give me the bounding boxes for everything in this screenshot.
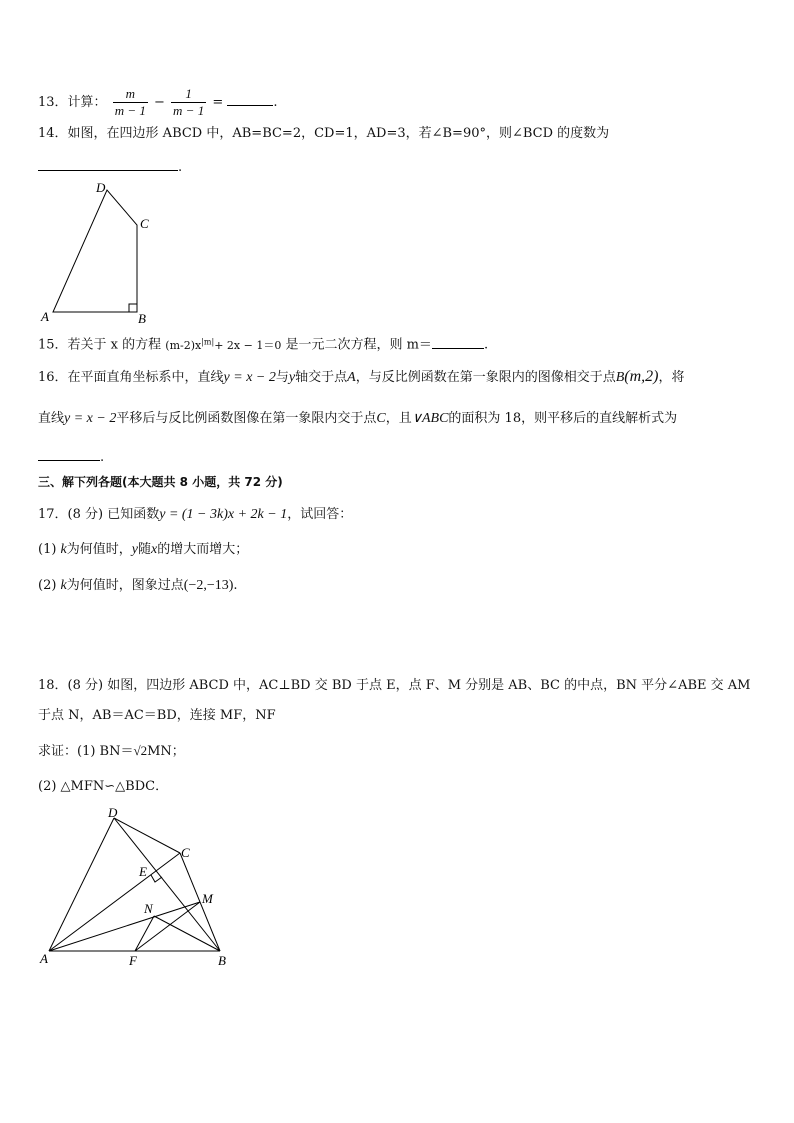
q17-p1-text-b: 为何值时， bbox=[66, 542, 132, 557]
q18-sqrt-2: √2 bbox=[133, 743, 148, 758]
q16-point-C: C bbox=[376, 411, 386, 426]
q16-answer-blank[interactable] bbox=[38, 446, 100, 461]
q14-answer-line bbox=[38, 156, 182, 178]
q18-label-N: N bbox=[144, 901, 153, 916]
q18-seg-AM bbox=[49, 902, 200, 951]
q13-frac1-numerator: m bbox=[113, 86, 148, 103]
q14-label-D: D bbox=[96, 180, 106, 195]
q13-frac1-denominator: m − 1 bbox=[114, 103, 146, 118]
q15-eq-exponent: |m| bbox=[201, 337, 215, 346]
q13-equals: = bbox=[212, 95, 224, 110]
q17-p1-text-c: 随 bbox=[138, 542, 152, 557]
q17-p1-text-d: 的增大而增大； bbox=[157, 542, 249, 557]
q14-tail: . bbox=[178, 160, 183, 175]
q18-label-A: A bbox=[40, 951, 48, 966]
q14-quad-outline bbox=[53, 190, 137, 312]
q18-line-3 bbox=[38, 741, 185, 762]
q14-quadrilateral-figure bbox=[36, 178, 166, 328]
q16-text-2d: 的面积为 18，则平移后的直线解析式为 bbox=[448, 411, 678, 426]
q17-p1-k: k bbox=[60, 542, 67, 557]
q16-text-2a: 直线 bbox=[38, 411, 65, 426]
q16-point-B-coords: (m,2) bbox=[624, 368, 659, 385]
q18-label-F: F bbox=[129, 953, 137, 968]
q15-line bbox=[38, 332, 488, 356]
q16-text-1d: ，与反比例函数在第一象限内的图像相交于点 bbox=[355, 370, 616, 385]
q15-equation bbox=[165, 339, 281, 352]
q15-answer-blank[interactable] bbox=[432, 334, 484, 349]
q16-text-2c: ，且 bbox=[385, 411, 412, 426]
q14-answer-blank[interactable] bbox=[38, 156, 178, 171]
q18-seg-BN bbox=[154, 916, 220, 951]
q16-text-1a: 16．在平面直角坐标系中，直线 bbox=[38, 370, 224, 385]
q16-tail: . bbox=[100, 450, 105, 465]
q17-line-1 bbox=[38, 505, 352, 525]
q18-proof-1-a: 求证：(1) BN＝ bbox=[38, 744, 134, 759]
q13-fraction-1 bbox=[113, 86, 148, 119]
q16-triangle-ABC: ∨ABC bbox=[411, 411, 449, 426]
q17-part-2 bbox=[38, 576, 238, 596]
q13-frac2-numerator: 1 bbox=[171, 86, 206, 103]
q18-line-1: 18．(8 分) 如图，四边形 ABCD 中，AC⊥BD 交 BD 于点 E，点 F、M 分别是 AB、BC 的中点，BN 平分∠ABE 交 AM bbox=[38, 678, 751, 693]
q17-part-1 bbox=[38, 540, 248, 560]
q13-answer-blank[interactable] bbox=[227, 91, 273, 106]
q16-point-A: A bbox=[347, 370, 356, 385]
q18-seg-AD bbox=[49, 818, 114, 951]
q17-p1-x: x bbox=[151, 542, 158, 557]
q16-point-B: B bbox=[615, 370, 625, 385]
q18-seg-NF bbox=[135, 916, 154, 951]
q18-label-C: C bbox=[181, 845, 190, 860]
q15-eq-a: (m-2)x bbox=[165, 338, 202, 352]
q18-line-2: 于点 N，AB＝AC＝BD，连接 MF，NF bbox=[38, 708, 276, 723]
section-3-title: 三、解下列各题(本大题共 8 小题，共 72 分) bbox=[38, 475, 283, 489]
q17-p2-text-b: 为何值时，图象过点 bbox=[66, 578, 184, 593]
q18-label-D: D bbox=[108, 805, 118, 820]
q18-label-B: B bbox=[218, 953, 226, 968]
q17-text-1a: 17．(8 分) 已知函数 bbox=[38, 507, 160, 522]
q13-frac2-denominator: m − 1 bbox=[173, 103, 205, 118]
q14-label-A: A bbox=[41, 309, 49, 324]
q18-proof-1-b: MN； bbox=[147, 744, 185, 759]
q15-middle: 是一元二次方程，则 m＝ bbox=[285, 337, 432, 353]
q14-line bbox=[38, 124, 609, 144]
q16-text-1b: 与 bbox=[275, 370, 289, 385]
q14-right-angle-mark bbox=[129, 304, 137, 312]
q18-seg-AC bbox=[49, 853, 180, 951]
q16-y-axis-var: y bbox=[288, 370, 296, 385]
q13-prefix: 13．计算： bbox=[38, 95, 107, 110]
q17-text-1b: ，试回答： bbox=[287, 507, 353, 522]
q17-p2-num: (2) bbox=[38, 578, 61, 593]
q17-p1-num: (1) bbox=[38, 542, 61, 557]
q16-answer-line bbox=[38, 446, 104, 468]
q18-geometry-figure bbox=[36, 803, 246, 973]
q16-line-2 bbox=[38, 409, 677, 429]
q16-line-1 bbox=[38, 367, 685, 388]
q17-p2-k: k bbox=[60, 578, 67, 593]
q13-suffix: . bbox=[273, 95, 278, 110]
q16-text-2b: 平移后与反比例函数图像在第一象限内交于点 bbox=[116, 411, 377, 426]
q13-line bbox=[38, 86, 278, 119]
q17-p2-tail: . bbox=[233, 578, 238, 593]
q16-line-equation: y = x − 2 bbox=[223, 370, 276, 385]
q17-p1-y: y bbox=[131, 542, 138, 557]
q16-line-equation-2: y = x − 2 bbox=[64, 411, 117, 426]
q18-seg-DC bbox=[114, 818, 180, 853]
q17-function: y = (1 − 3k)x + 2k − 1 bbox=[159, 507, 288, 522]
q18-label-M: M bbox=[202, 891, 213, 906]
q15-tail: . bbox=[483, 337, 489, 353]
q15-prefix: 15．若关于 x 的方程 bbox=[38, 337, 162, 353]
q14-label-B: B bbox=[138, 311, 146, 326]
q17-p2-point: (−2,−13) bbox=[183, 578, 234, 593]
q13-fraction-2 bbox=[171, 86, 206, 119]
q16-text-1c: 轴交于点 bbox=[295, 370, 348, 385]
q18-label-E: E bbox=[139, 864, 147, 879]
q15-eq-b: + 2x − 1＝0 bbox=[214, 338, 282, 352]
q18-seg-DB bbox=[114, 818, 220, 951]
q14-label-C: C bbox=[140, 216, 149, 231]
q13-minus: − bbox=[154, 95, 165, 110]
q16-text-1e: ，将 bbox=[658, 370, 685, 385]
q18-line-4: (2) △MFN∽△BDC． bbox=[38, 779, 169, 794]
q14-text: 14．如图，在四边形 ABCD 中，AB=BC=2，CD=1，AD=3，若∠B=90°，则∠BCD 的度数为 bbox=[38, 126, 610, 141]
